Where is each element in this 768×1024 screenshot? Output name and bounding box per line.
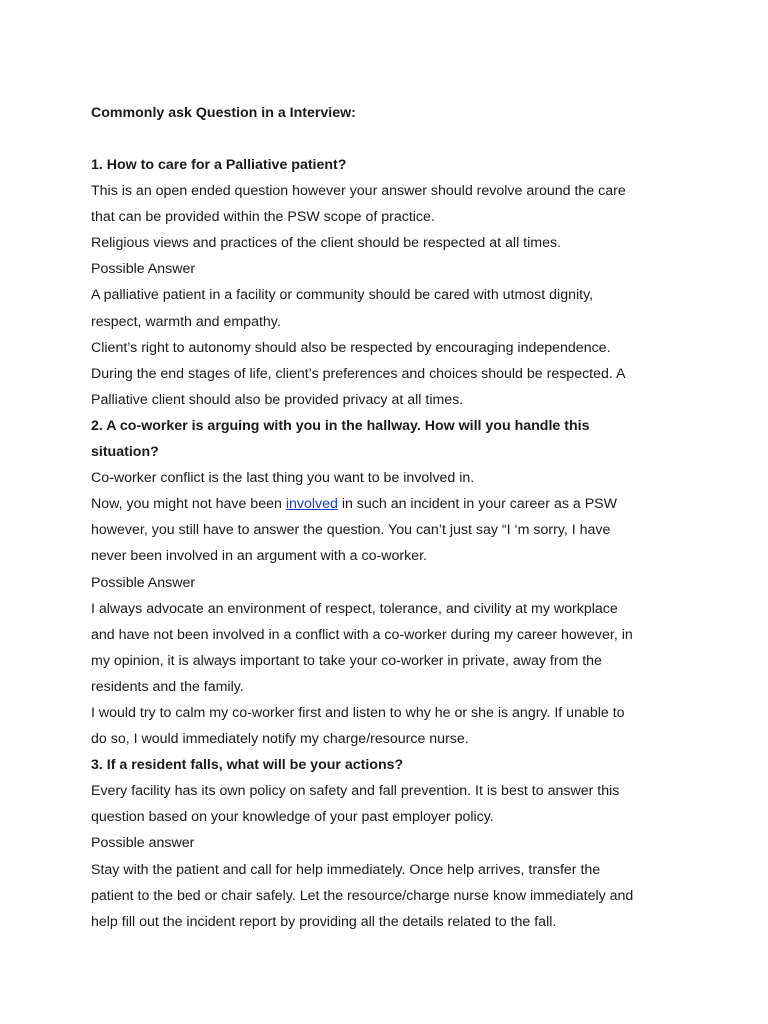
spacer [91,126,701,152]
question-1-text: that can be provided within the PSW scope of practice. [91,209,435,226]
question-2-answer: I always advocate an environment of respect, tolerance, and civility at my workplace [91,600,618,617]
question-2-heading: 2. A co-worker is arguing with you in the hallway. How will you handle this [91,417,590,434]
question-3-answer: patient to the bed or chair safely. Let the resource/charge nurse know immediately and [91,887,634,904]
question-3-heading: 3. If a resident falls, what will be your actions? [91,757,404,774]
question-2-text [91,491,701,517]
question-1-heading: 1. How to care for a Palliative patient? [91,157,347,173]
question-3-answer: help fill out the incident report by providing all the details related to the fall. [91,913,557,930]
text-segment: in such an incident in your career as a PSW [337,496,618,513]
question-2-heading: situation? [91,444,159,461]
question-2-answer: do so, I would immediately notify my charge/resource nurse. [91,731,469,748]
question-1-answer: respect, warmth and empathy. [91,313,281,330]
document-page [91,100,701,935]
question-2-answer: residents and the family. [91,678,244,695]
question-1-answer: Palliative client should also be provided privacy at all times. [91,391,464,408]
question-1-answer: Client’s right to autonomy should also be respected by encouraging independence. [91,339,611,356]
question-2-answer: and have not been involved in a conflict with a co-worker during my career however, in [91,626,633,643]
question-2-text: never been involved in an argument with a co-worker. [91,548,427,565]
question-1-answer: A palliative patient in a facility or community should be cared with utmost dignity, [91,287,594,304]
question-1-text: Religious views and practices of the client should be respected at all times. [91,235,562,252]
question-3-text: Every facility has its own policy on safety and fall prevention. It is best to answer this [91,783,620,800]
possible-answer-label: Possible answer [91,835,195,852]
question-3-answer: Stay with the patient and call for help immediately. Once help arrives, transfer the [91,861,601,878]
possible-answer-label: Possible Answer [91,574,196,591]
question-1-answer: During the end stages of life, client’s preferences and choices should be respected. A [91,365,626,382]
involved-link[interactable]: involved [285,496,338,513]
question-1-text: This is an open ended question however your answer should revolve around the care [91,183,626,200]
question-2-text: Co-worker conflict is the last thing you want to be involved in. [91,470,475,487]
question-3-text: question based on your knowledge of your past employer policy. [91,809,494,826]
question-2-answer: my opinion, it is always important to take your co-worker in private, away from the [91,652,602,669]
text-segment: Now, you might not have been [91,496,286,513]
possible-answer-label: Possible Answer [91,261,196,278]
page-title: Commonly ask Question in a Interview: [91,105,356,121]
question-2-answer: I would try to calm my co-worker first and listen to why he or she is angry. If unable to [91,704,625,721]
question-2-text: however, you still have to answer the question. You can’t just say “I ‘m sorry, I have [91,522,611,539]
